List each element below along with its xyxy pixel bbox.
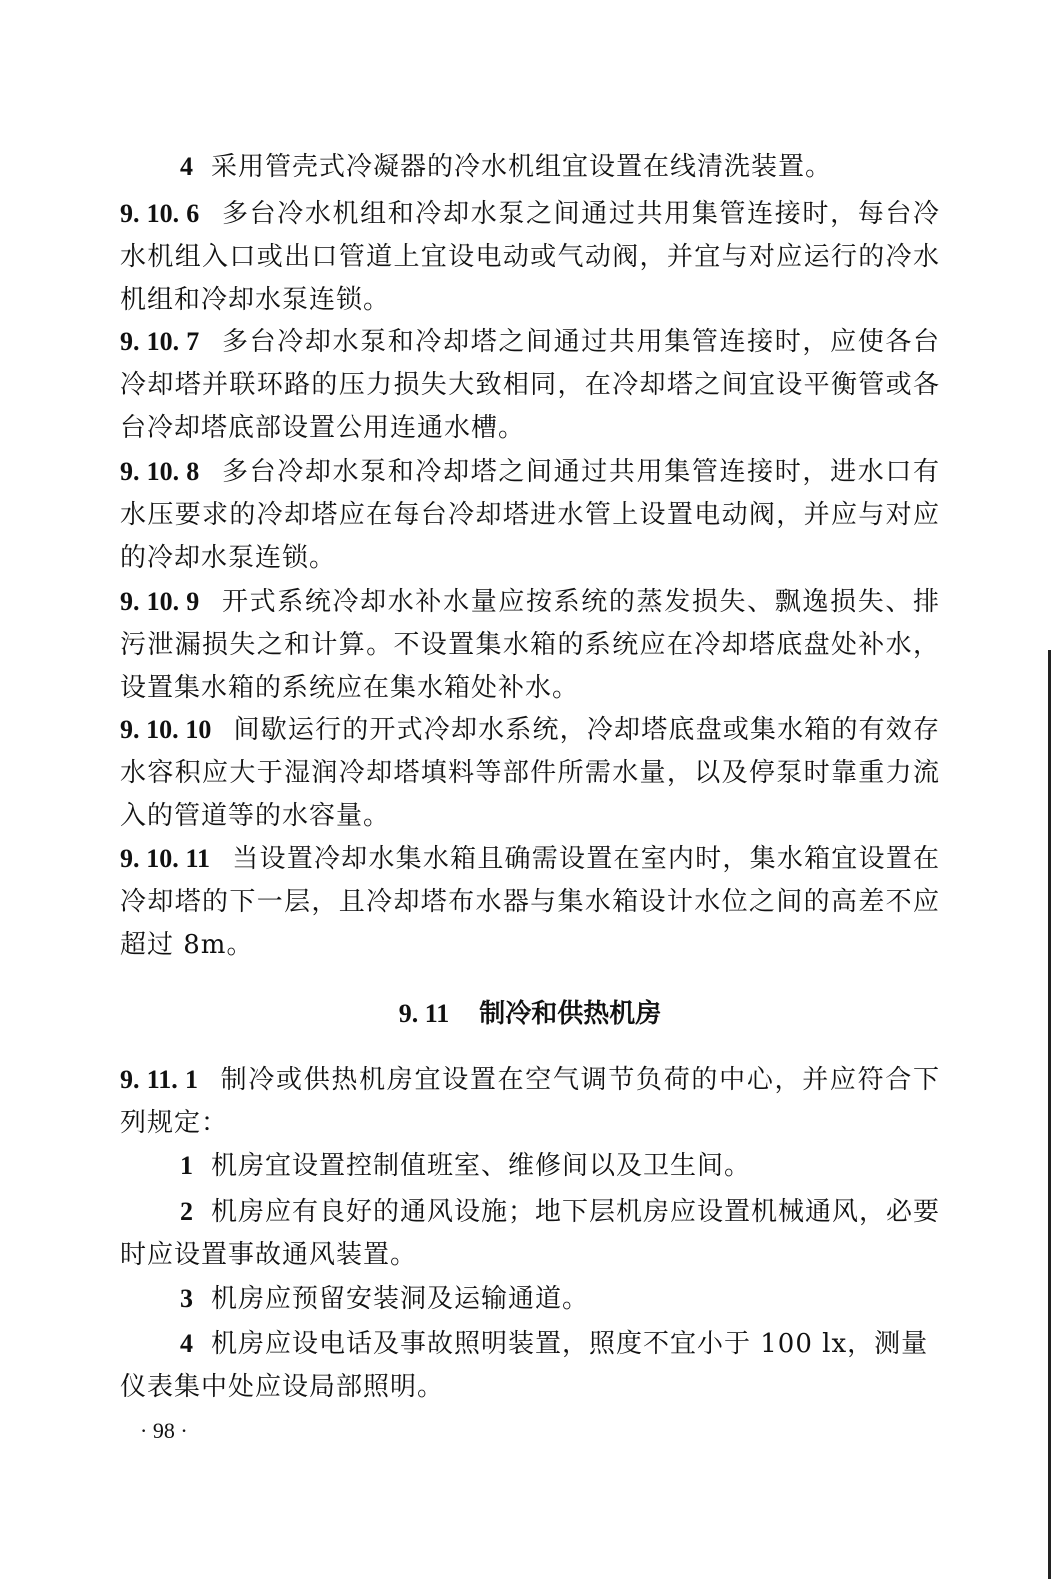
clause-9-10-10 <box>120 708 940 838</box>
clause-text: 当设置冷却水集水箱且确需设置在室内时，集水箱宜设置在冷却塔的下一层，且冷却塔布水器与集水箱设计水位之间的高差不应超过 8m。 <box>120 844 940 960</box>
item-text: 机房应设电话及事故照明装置，照度不宜小于 100 lx，测量仪表集中处应设局部照明。 <box>120 1329 929 1402</box>
clause-9-10-8 <box>120 450 940 580</box>
clause-number: 9. 10. 10 <box>120 715 212 744</box>
clause-text: 开式系统冷却水补水量应按系统的蒸发损失、飘逸损失、排污泄漏损失之和计算。不设置集水箱的系统应在冷却塔底盘处补水，设置集水箱的系统应在集水箱处补水。 <box>120 587 940 703</box>
item-number: 1 <box>180 1151 193 1180</box>
clause-number: 9. 10. 7 <box>120 327 200 356</box>
clause-9-10-11 <box>120 837 940 967</box>
clause-number: 9. 10. 11 <box>120 844 211 873</box>
clause-number: 9. 10. 8 <box>120 457 200 486</box>
clause-number: 9. 10. 9 <box>120 587 200 616</box>
clause-9-10-9 <box>120 580 940 710</box>
clause-item-4b <box>120 1322 940 1409</box>
item-text: 机房应预留安装洞及运输通道。 <box>211 1284 590 1314</box>
clause-number: 9. 10. 6 <box>120 199 200 228</box>
clause-text: 制冷或供热机房宜设置在空气调节负荷的中心，并应符合下列规定： <box>120 1065 940 1138</box>
clause-item-3 <box>120 1277 940 1321</box>
clause-item-4 <box>120 145 940 189</box>
clause-9-11-1 <box>120 1058 940 1145</box>
section-number: 9. 11 <box>398 999 450 1028</box>
clause-item-1 <box>120 1144 940 1188</box>
clause-9-10-7 <box>120 320 940 450</box>
item-number: 4 <box>180 152 193 181</box>
item-number: 2 <box>180 1197 193 1226</box>
item-number: 3 <box>180 1284 193 1313</box>
item-text: 采用管壳式冷凝器的冷水机组宜设置在线清洗装置。 <box>211 152 833 182</box>
page-number: · 98 · <box>140 1418 188 1443</box>
clause-item-2 <box>120 1190 940 1277</box>
scan-edge-line <box>1048 650 1051 1579</box>
clause-text: 多台冷却水泵和冷却塔之间通过共用集管连接时，应使各台冷却塔并联环路的压力损失大致相同，在冷却塔之间宜设平衡管或各台冷却塔底部设置公用连通水槽。 <box>120 327 940 443</box>
item-text: 机房宜设置控制值班室、维修间以及卫生间。 <box>211 1151 752 1181</box>
item-number: 4 <box>180 1329 193 1358</box>
clause-text: 多台冷水机组和冷却水泵之间通过共用集管连接时，每台冷水机组入口或出口管道上宜设电动或气动阀，并宜与对应运行的冷水机组和冷却水泵连锁。 <box>120 199 940 315</box>
clause-text: 多台冷却水泵和冷却塔之间通过共用集管连接时，进水口有水压要求的冷却塔应在每台冷却塔进水管上设置电动阀，并应与对应的冷却水泵连锁。 <box>120 457 940 573</box>
clause-9-10-6 <box>120 192 940 322</box>
item-text: 机房应有良好的通风设施；地下层机房应设置机械通风，必要时应设置事故通风装置。 <box>120 1197 941 1270</box>
section-title-text: 制冷和供热机房 <box>479 999 662 1029</box>
clause-number: 9. 11. 1 <box>120 1065 198 1094</box>
clause-text: 间歇运行的开式冷却水系统，冷却塔底盘或集水箱的有效存水容积应大于湿润冷却塔填料等部件所需水量，以及停泵时靠重力流入的管道等的水容量。 <box>120 715 940 831</box>
section-heading-9-11 <box>120 994 940 1034</box>
